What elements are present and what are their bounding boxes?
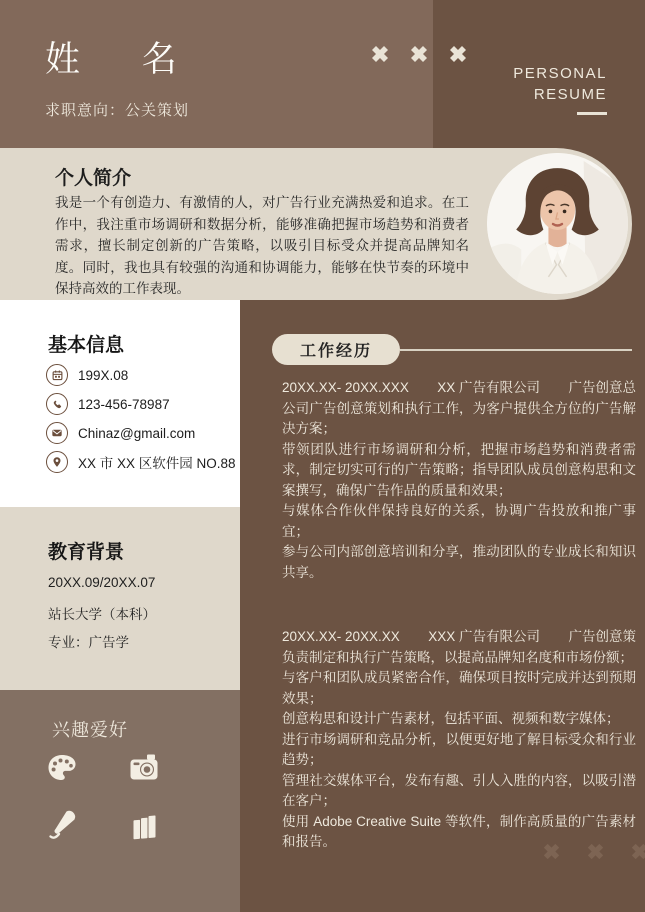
x-icon [407,42,431,66]
work-detail: 负责制定和执行广告策略，以提高品牌知名度和市场份额； [282,649,633,665]
x-icon [584,840,607,863]
list-item [46,422,236,444]
work-detail: 公司广告创意策划和执行工作，为客户提供全方位的广告解决方案； [282,400,636,436]
education-section [0,507,240,690]
phone-number: 123-456-78987 [78,396,170,412]
work-detail: 参与公司内部创意培训和分享，推动团队的专业成长和知识共享。 [282,544,636,580]
calendar-icon [46,364,68,386]
job-intention: 求职意向：公关策划 [45,102,190,119]
birth-date: 199X.08 [78,367,129,383]
brand-underline [577,112,607,115]
work-detail: 与媒体合作伙伴保持良好的关系，协调广告投放和推广事宜； [282,503,636,539]
list-item [46,393,236,415]
work-section [240,300,645,912]
header-x-decoration [368,42,470,66]
address: XX 市 XX 区软件园 NO.88 [78,456,236,471]
hobbies-section [0,690,240,912]
work-role: 广告创意总 [568,380,636,395]
work-detail: 进行市场调研和竞品分析，以便更好地了解目标受众和行业趋势； [282,731,636,767]
work-detail: 使用 Adobe Creative Suite 等软件，制作高质量的广告素材和报告。 [282,813,636,849]
education-title: 教育背景 [48,542,125,563]
education-major: 专业：广告学 [48,635,129,650]
work-entry [282,378,636,583]
work-period: 20XX.XX- 20XX.XXX [282,380,409,395]
hobbies-title: 兴趣爱好 [52,720,128,740]
x-icon [368,42,392,66]
brand-line2: RESUME [533,86,607,103]
x-icon [540,840,563,863]
location-icon [46,451,68,473]
work-title-badge [272,334,400,365]
work-entry-header [282,378,636,399]
profile-body: 我是一个有创造力、有激情的人，对广告行业充满热爱和追求。在工作中，我注重市场调研和数据分析，能够准确把握市场趋势和消费者需求，擅长制定创新的广告策略，以吸引目标受众并提高品牌知名度。同时，我也具有较强的沟通和协调能力，能够在快节奏的环境中保持高效的工作表现。 [55,195,469,296]
work-detail: 创意构思和设计广告素材，包括平面、视频和数字媒体； [282,711,620,726]
portrait-illustration [487,153,628,294]
basic-info-title: 基本信息 [48,335,125,356]
camera-icon [126,750,162,786]
footer-x-decoration [540,840,645,863]
basic-info-section [0,300,240,507]
palette-icon [44,750,80,786]
work-company: XX 广告有限公司 [437,380,541,395]
education-period: 20XX.09/20XX.07 [48,575,156,590]
work-role: 广告创意策 [568,629,636,644]
work-detail: 管理社交媒体平台，发布有趣、引人入胜的内容，以吸引潜在客户； [282,772,636,808]
mail-icon [46,422,68,444]
work-title: 工作经历 [299,343,372,360]
microphone-icon [44,806,80,842]
brand-text [513,63,607,115]
brand-line1: PERSONAL [513,65,607,82]
email-address: Chinaz@gmail.com [78,425,196,441]
profile-title: 个人简介 [55,168,132,189]
list-item [46,451,236,473]
books-icon [126,806,162,842]
x-icon [446,42,470,66]
work-entries [282,378,636,853]
work-detail: 与客户和团队成员紧密合作，确保项目按时完成并达到预期效果； [282,670,636,706]
work-entry-header [282,627,636,648]
avatar [487,153,628,294]
education-school: 站长大学（本科） [48,607,156,622]
work-period: 20XX.XX- 20XX.XX [282,629,400,644]
hobbies-grid [44,750,174,842]
work-detail: 带领团队进行市场调研和分析，把握市场趋势和消费者需求，制定切实可行的广告策略；指导团队成员创意构思和文案撰写，确保广告作品的质量和效果； [282,441,636,498]
work-entry [282,627,636,853]
phone-icon [46,393,68,415]
work-company: XXX 广告有限公司 [428,629,541,644]
x-icon [628,840,645,863]
list-item [46,364,236,386]
candidate-name: 姓 名 [45,40,180,79]
basic-info-list [46,364,236,473]
profile-card [0,148,632,300]
work-title-rule [400,349,632,351]
